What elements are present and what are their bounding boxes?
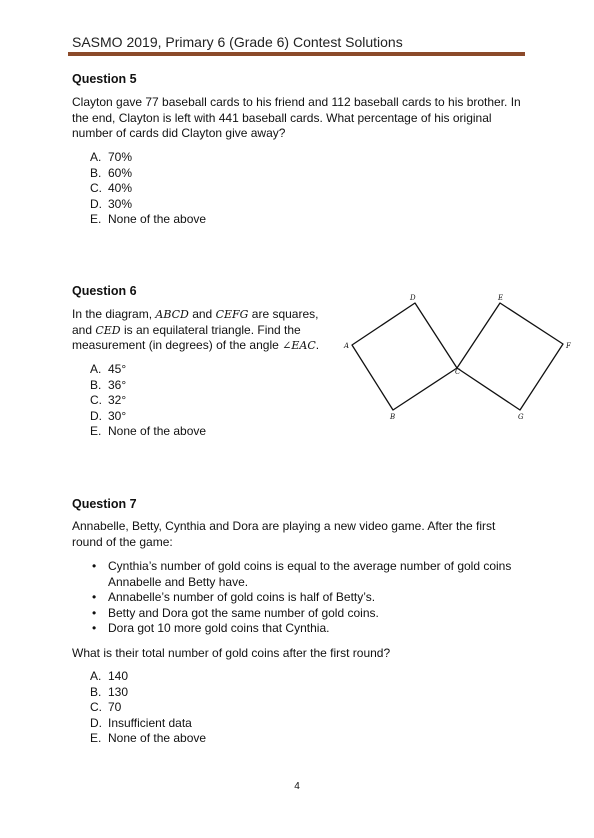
bullet-icon: • [92,605,97,620]
math-run: CEFG [215,308,249,321]
option-letter: D. [90,408,102,423]
option [90,685,206,701]
condition-item [92,606,511,622]
option [90,378,206,394]
option-letter: A. [90,669,102,683]
header-rule [68,52,525,56]
option-text: 30° [108,408,127,423]
vertex-label-b: B [390,413,396,421]
option-text: 45° [108,362,127,376]
option-text: 30% [108,196,133,211]
vertex-label-g: G [518,413,524,421]
option-text: 70% [108,150,133,164]
text-run: is an equilateral triangle. Find the [120,322,301,337]
square-cefg [457,303,563,410]
condition-line: Annabelle and Betty have. [108,574,249,589]
option-letter: A. [90,362,102,376]
question-6-line [72,338,319,354]
question-5-title: Question 5 [72,72,137,86]
option [90,181,206,197]
option [90,150,206,166]
text-run: In the diagram, [72,307,156,321]
option-letter: A. [90,150,102,164]
option-text: Insufficient data [108,715,192,730]
question-5-line: the end, Clayton is left with 441 baseball cards. What percentage of his original [72,110,492,125]
question-7-conditions [92,559,511,637]
square-abcd [352,303,457,410]
page-number: 4 [294,781,300,792]
question-7-question: What is their total number of gold coins after the first round? [72,646,391,660]
option-text: 130 [108,684,129,699]
geometry-diagram [330,285,580,430]
option-letter: E. [90,731,102,745]
condition-line: Annabelle’s number of gold coins is half of Betty’s. [108,590,376,604]
option-text: 70 [108,700,122,714]
question-7-line: round of the game: [72,534,173,549]
condition-item [92,590,511,606]
option-letter: D. [90,196,102,211]
option [90,362,206,378]
option-text: 32° [108,393,127,407]
vertex-label-d: D [410,294,416,302]
vertex-label-a: A [344,342,350,350]
question-7-intro [72,519,495,550]
option [90,669,206,685]
vertex-label-f: F [566,342,571,350]
bullet-icon: • [92,590,97,604]
option-letter: E. [90,424,102,438]
option-letter: C. [90,181,102,195]
vertex-label-e: E [498,294,504,302]
vertex-label-c: C [455,368,461,376]
option [90,716,206,732]
option-letter: C. [90,700,102,714]
question-5-line: Clayton gave 77 baseball cards to his friend and 112 baseball cards to his brother. In [72,95,521,109]
question-5-text [72,95,521,142]
question-5-line: number of cards did Clayton give away? [72,126,286,140]
question-6-line [72,307,319,323]
option-letter: E. [90,212,102,226]
question-5-options [90,150,206,228]
option-letter: D. [90,715,102,730]
condition-line: Cynthia’s number of gold coins is equal to the average number of gold coins [108,559,512,573]
option [90,731,206,747]
question-7-line: Annabelle, Betty, Cynthia and Dora are playing a new video game. After the first [72,519,496,533]
page-header: SASMO 2019, Primary 6 (Grade 6) Contest Solutions [72,34,403,50]
option-text: 36° [108,377,127,392]
question-7-options [90,669,206,747]
condition-item [92,621,511,637]
condition-line: Betty and Dora got the same number of gold coins. [108,605,379,620]
question-6-text [72,307,319,354]
text-run: . [315,338,320,352]
bullet-icon: • [92,621,97,635]
math-run: CED [95,323,121,337]
question-6-line [72,323,319,339]
option-text: None of the above [108,424,207,438]
text-run: and [72,322,96,337]
option-text: 40% [108,181,133,195]
math-run: ABCD [155,308,189,321]
option-letter: B. [90,165,102,180]
bullet-icon: • [92,559,97,573]
question-7-title: Question 7 [72,497,137,511]
question-6-title: Question 6 [72,284,137,298]
text-run: measurement (in degrees) of the angle [72,338,283,352]
option [90,700,206,716]
text-run: are squares, [248,307,319,321]
condition-line: Dora got 10 more gold coins that Cynthia. [108,621,330,635]
option [90,212,206,228]
option [90,197,206,213]
option [90,409,206,425]
option-text: 60% [108,165,133,180]
option-text: 140 [108,669,129,683]
option-text: None of the above [108,731,207,745]
option [90,393,206,409]
option [90,166,206,182]
condition-item [92,559,511,590]
option-letter: C. [90,393,102,407]
option-text: None of the above [108,212,207,226]
option [90,424,206,440]
option-letter: B. [90,377,102,392]
question-6-options [90,362,206,440]
text-run: and [188,307,216,321]
math-run: ∠EAC [282,339,316,352]
option-letter: B. [90,684,102,699]
